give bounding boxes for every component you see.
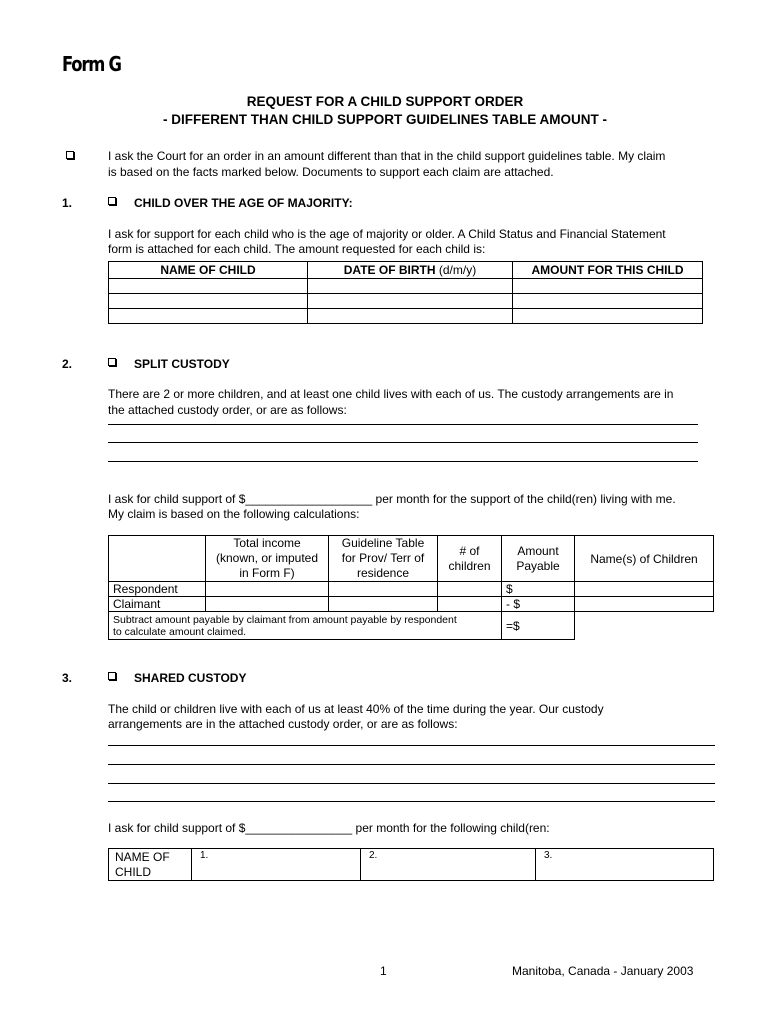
section-3-text-1: The child or children live with each of us at least 40% of the time during the year. Our custody xyxy=(108,702,604,716)
page-title: REQUEST FOR A CHILD SUPPORT ORDER xyxy=(246,94,524,109)
h-names-of-children: Name(s) of Children xyxy=(575,536,714,582)
empty-cell xyxy=(575,612,714,640)
claimant-income[interactable] xyxy=(206,597,329,612)
row-respondent-label: Respondent xyxy=(109,582,206,597)
name-of-child-label xyxy=(109,849,192,881)
dob-cell[interactable] xyxy=(308,294,513,309)
intro-line-2: is based on the facts marked below. Documents to support each claim are attached. xyxy=(108,165,554,179)
section-2-text-1: There are 2 or more children, and at least one child lives with each of us. The custody arrangements are in xyxy=(108,387,674,401)
table-row xyxy=(109,582,714,597)
majority-children-table xyxy=(108,261,703,324)
table-row xyxy=(109,309,703,324)
h-guideline-1: Guideline Table xyxy=(341,536,425,550)
section-1-number: 1. xyxy=(62,196,73,210)
custody-line-1[interactable] xyxy=(108,424,698,425)
claimant-amount[interactable]: - $ xyxy=(502,597,575,612)
section-1-checkbox[interactable] xyxy=(108,197,116,205)
respondent-amount[interactable]: $ xyxy=(502,582,575,597)
table-row xyxy=(109,294,703,309)
shared-line-2[interactable] xyxy=(108,764,715,765)
table-row xyxy=(109,597,714,612)
h-amount-1: Amount xyxy=(517,543,559,558)
page-number: 1 xyxy=(380,964,387,978)
name-cell[interactable] xyxy=(109,294,308,309)
footer-jurisdiction: Manitoba, Canada - January 2003 xyxy=(512,964,694,978)
claimant-names[interactable] xyxy=(575,597,714,612)
h-children-1: # of xyxy=(459,543,480,558)
subtract-instruction xyxy=(109,612,502,640)
shared-child-2[interactable]: 2. xyxy=(361,849,536,881)
h-income-2: (known, or imputed xyxy=(215,551,319,565)
row-claimant-label: Claimant xyxy=(109,597,206,612)
shared-child-1[interactable]: 1. xyxy=(192,849,361,881)
section-2-heading: SPLIT CUSTODY xyxy=(134,357,230,371)
h-num-children xyxy=(438,536,502,582)
subtract-line-1: Subtract amount payable by claimant from amount payable by respondent xyxy=(113,613,457,626)
intro-line-1: I ask the Court for an order in an amount different than that in the child support guidelines table. My claim xyxy=(108,149,666,163)
h-total-income xyxy=(206,536,329,582)
subtract-line-2: to calculate amount claimed. xyxy=(113,625,247,638)
split-calc-table xyxy=(108,535,714,640)
h-guideline-3: residence xyxy=(356,566,410,580)
shared-request: I ask for child support of $________________ per month for the following child(ren: xyxy=(108,821,550,835)
amount-cell[interactable] xyxy=(513,309,703,324)
h-income-3: in Form F) xyxy=(239,566,295,580)
shared-children-table xyxy=(108,848,714,881)
page-subtitle: - DIFFERENT THAN CHILD SUPPORT GUIDELINES TABLE AMOUNT - xyxy=(163,112,607,127)
h-children-2: children xyxy=(448,558,491,573)
section-3-heading: SHARED CUSTODY xyxy=(134,671,247,685)
section-3-number: 3. xyxy=(62,671,73,685)
table-row xyxy=(109,612,714,640)
h-guideline-table xyxy=(329,536,438,582)
form-label: Form G xyxy=(62,52,121,76)
respondent-guideline[interactable] xyxy=(329,582,438,597)
dob-cell[interactable] xyxy=(308,309,513,324)
table-row xyxy=(109,279,703,294)
intro-checkbox[interactable] xyxy=(66,151,74,159)
custody-line-2[interactable] xyxy=(108,442,698,443)
section-1-text-2: form is attached for each child. The amount requested for each child is: xyxy=(108,242,486,256)
shared-line-1[interactable] xyxy=(108,745,715,746)
blank-header xyxy=(109,536,206,582)
amount-cell[interactable] xyxy=(513,294,703,309)
claimant-children[interactable] xyxy=(438,597,502,612)
amount-cell[interactable] xyxy=(513,279,703,294)
respondent-income[interactable] xyxy=(206,582,329,597)
h-guideline-2: for Prov/ Terr of xyxy=(341,551,425,565)
shared-child-3[interactable]: 3. xyxy=(536,849,714,881)
shared-line-3[interactable] xyxy=(108,783,715,784)
amount-claimed[interactable]: =$ xyxy=(502,612,575,640)
h-amount-2: Payable xyxy=(516,558,560,573)
split-request-line-2: My claim is based on the following calculations: xyxy=(108,507,360,521)
respondent-children[interactable] xyxy=(438,582,502,597)
col-amount: AMOUNT FOR THIS CHILD xyxy=(513,262,703,279)
col-date-of-birth xyxy=(308,262,513,279)
col-name-of-child: NAME OF CHILD xyxy=(109,262,308,279)
section-1-text-1: I ask for support for each child who is the age of majority or older. A Child Status and Financial Statement xyxy=(108,227,666,241)
section-3-checkbox[interactable] xyxy=(108,672,116,680)
col-dob-format: (d/m/y) xyxy=(438,263,477,277)
name-cell[interactable] xyxy=(109,279,308,294)
section-1-heading: CHILD OVER THE AGE OF MAJORITY: xyxy=(134,196,353,210)
claimant-guideline[interactable] xyxy=(329,597,438,612)
section-2-number: 2. xyxy=(62,357,73,371)
h-income-1: Total income xyxy=(233,536,301,550)
custody-line-3[interactable] xyxy=(108,461,698,462)
name-cell[interactable] xyxy=(109,309,308,324)
col-dob-label: DATE OF BIRTH xyxy=(343,263,436,277)
name-label-1: NAME OF xyxy=(115,849,170,864)
section-2-text-2: the attached custody order, or are as follows: xyxy=(108,403,347,417)
split-request-line-1: I ask for child support of $___________________ per month for the support of the child(ren) living with me. xyxy=(108,492,676,506)
section-2-checkbox[interactable] xyxy=(108,358,116,366)
respondent-names[interactable] xyxy=(575,582,714,597)
h-amount-payable xyxy=(502,536,575,582)
name-label-2: CHILD xyxy=(115,864,152,879)
dob-cell[interactable] xyxy=(308,279,513,294)
shared-line-4[interactable] xyxy=(108,801,715,802)
section-3-text-2: arrangements are in the attached custody order, or are as follows: xyxy=(108,717,458,731)
